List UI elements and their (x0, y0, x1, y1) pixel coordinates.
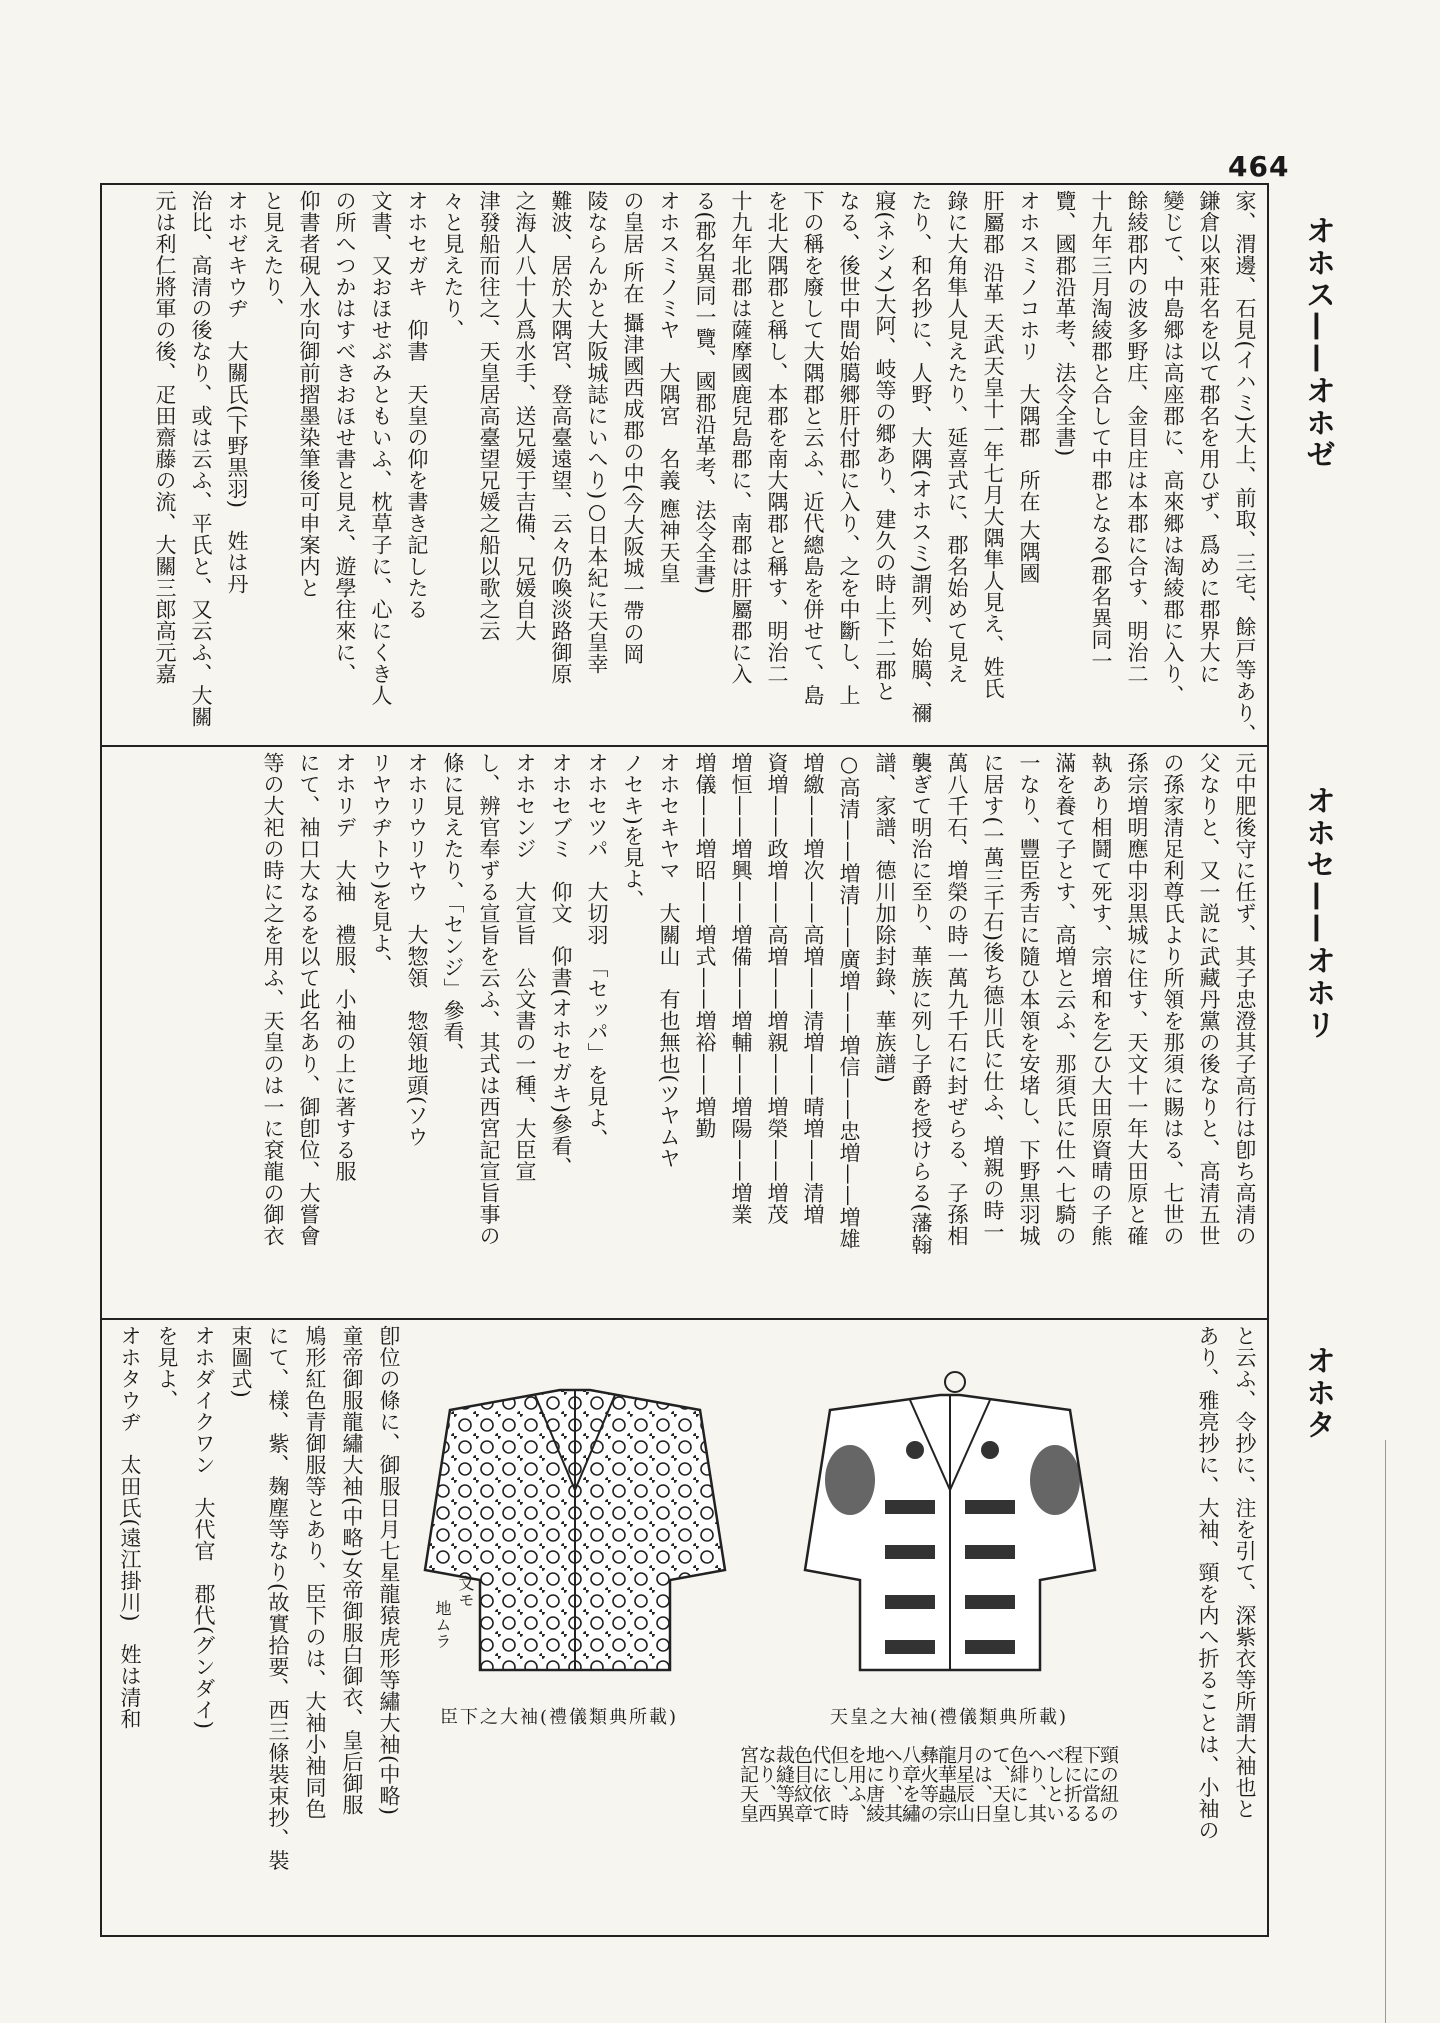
middle-band-line: ノセキ)を見よ、 (621, 752, 645, 912)
top-band-line: 文書、又おほせぶみともいふ、枕草子に、心にくき人 (369, 190, 393, 706)
middle-band-line: オホリデ 大袖 禮服、小袖の上に著する服 (333, 752, 357, 1182)
top-band-line: 難波、居於大隅宮、登高臺遠望、云々仍喚淡路御原 (549, 190, 573, 685)
middle-band-line: オホセンジ 大宣旨 公文書の一種、大臣宣 (513, 752, 537, 1182)
top-band-line: 津發船而往之、天皇居高臺望兄媛之船以歌之云 (477, 190, 501, 642)
middle-band-line: 孫宗増明應中羽黒城に住す、天文十一年大田原と確 (1125, 752, 1149, 1247)
minister-robe-caption: 臣下之大袖(禮儀類典所載) (440, 1707, 679, 1728)
top-band-line: 覽、國郡沿革考、法令全書) (1053, 190, 1077, 457)
minister-robe-label-pattern: 文モ (456, 1575, 475, 1608)
middle-band-line: ○高清——増清——廣増——増信——忠増——増雄 (837, 752, 861, 1250)
page-crease (1385, 1440, 1386, 2023)
middle-band-line: オホセブミ 仰文 仰書(オホセガキ)參看、 (549, 752, 573, 1178)
page-number: 464 (1228, 150, 1290, 183)
middle-band-line: 條に見えたり、「センジ」參看、 (441, 752, 465, 1064)
middle-band-line: 譜、家譜、德川加除封錄、華族譜) (873, 752, 897, 1084)
bottom-left-line: オホダイクワン 大代官 郡代(グンダイ) (192, 1325, 216, 1730)
top-band-line: 家、渭邊、石見(イハミ)大上、前取、三宅、餘戸等あり、 (1233, 190, 1257, 745)
top-band-line: オホゼキウヂ 大關氏(下野黒羽) 姓は丹 (225, 190, 249, 595)
middle-band-line: にて、袖口大なるを以て此名あり、御卽位、大嘗會 (297, 752, 321, 1247)
middle-band-line: 滿を養て子とす、高増と云ふ、那須氏に仕へ七騎の (1053, 752, 1077, 1247)
middle-band-line: 執あり相鬪て死す、宗増和を乞ひ大田原資晴の子熊 (1089, 752, 1113, 1247)
bottom-left-line: オホタウヂ 太田氏(遠江掛川) 姓は清和 (118, 1325, 142, 1730)
middle-band-line: 萬八千石、増榮の時一萬九千石に封ぜらる、子孫相 (945, 752, 969, 1247)
top-band-line: 鎌倉以來莊名を以て郡名を用ひず、爲めに郡界大に (1197, 190, 1221, 685)
top-band-line: 治比、高清の後なり、或は云ふ、平氏と、又云ふ、大關 (189, 190, 213, 728)
middle-band-line: 等の大祀の時に之を用ふ、天皇のは一に袞龍の御衣 (261, 752, 285, 1247)
band-divider-top (100, 745, 1267, 747)
emperor-robe-caption: 天皇之大袖(禮儀類典所載) (830, 1707, 1069, 1728)
middle-band-line: 父なりと、又一説に武藏丹黨の後なりと、高清五世 (1197, 752, 1221, 1247)
bottom-left-line: 卽位の條に、御服日月七星龍猿虎形等繡大袖(中略) (377, 1325, 401, 1816)
top-band-line: 餘綾郡内の波多野庄、金目庄は本郡に合す、明治二 (1125, 190, 1149, 685)
top-band-line: の皇居 所在 攝津國西成郡の中(今大阪城一帶の岡 (621, 190, 645, 665)
bottom-right-line: と云ふ、令抄に、注を引て、深紫衣等所謂大袖也と (1233, 1325, 1257, 1820)
top-band-line: 陵ならんかと大阪城誌にいへり)○日本紀に天皇幸 (585, 190, 609, 675)
top-band-line: 十九年三月淘綾郡と合して中郡となる(郡名異同一 (1089, 190, 1113, 672)
top-band-line: 寢(ネシメ)大阿、岐等の郷あり、建久の時上下二郡と (873, 190, 897, 702)
bottom-right-line: 代に依て (809, 1745, 831, 1823)
middle-band-line: 資増——政増——高増——増親——増榮——増茂 (765, 752, 789, 1225)
bottom-right-line: 八章を繡 (899, 1745, 921, 1823)
middle-band-line: 増繳——増次——高増——清増——晴増——清増 (801, 752, 825, 1225)
emperor-robe-illustration (790, 1370, 1110, 1690)
bottom-right-line: 但し、時 (827, 1745, 849, 1823)
middle-band-line: 元中肥後守に任ず、其子忠澄其子高行は卽ち高清の (1233, 752, 1257, 1247)
middle-band-line: 襲ぎて明治に至り、華族に列し子爵を授けらる(藩翰 (909, 752, 933, 1256)
running-head-bottom: オホタ (1300, 1345, 1335, 1441)
bottom-right-line: なり、西 (755, 1745, 777, 1823)
top-band-line: の所へつかはすべきおほせ書と見え、遊學往來に、 (333, 190, 357, 685)
bottom-left-line: 束圖式) (229, 1325, 253, 1399)
top-band-line: 々と見えたり、 (441, 190, 465, 341)
top-band-line: オホスミノミヤ 大隅宮 名義 應神天皇 (657, 190, 681, 585)
bottom-right-line: 地に唐綾 (863, 1745, 885, 1823)
bottom-right-line: 宮記天皇 (737, 1745, 759, 1823)
middle-band-line: し、辨官奉ずる宣旨を云ふ、其式は西宮記宣旨事の (477, 752, 501, 1247)
top-band-line: 下の稱を廢して大隅郡と云ふ、近代總島を併せて、島 (801, 190, 825, 706)
bottom-right-line: 頸の紐の (1097, 1745, 1119, 1823)
bottom-right-line: 裁縫等異 (773, 1745, 795, 1823)
minister-robe-label-ground: 地ムラ (433, 1600, 452, 1650)
middle-band-line: に居す(一萬三千石)後ち德川氏に仕ふ、増親の時一 (981, 752, 1005, 1243)
bottom-right-line: あり、雅亮抄に、大袖、頸を内へ折ることは、小袖の (1196, 1325, 1220, 1841)
bottom-right-line: 彝火等の (917, 1745, 939, 1823)
bottom-band-left-text (104, 1325, 404, 1925)
top-band-line: 錄に大角隼人見えたり、延喜式に、郡名始めて見え (945, 190, 969, 685)
middle-band-line: オホセキヤマ 大關山 有也無也(ツヤムヤ (657, 752, 681, 1170)
middle-band-line: 増儀——増昭——増式——増裕——増勤 (693, 752, 717, 1139)
bottom-right-line: 龍華蟲宗 (935, 1745, 957, 1823)
bottom-right-line: て、天皇 (989, 1745, 1011, 1823)
top-band-line: 元は利仁將軍の後、疋田齋藤の流、大關三郎高元嘉 (153, 190, 177, 685)
bottom-right-line: 色緋にし (1007, 1745, 1029, 1823)
top-band-line: 變じて、中島郷は高座郡に、高來郷は淘綾郡に入り、 (1161, 190, 1185, 706)
top-band-text (104, 190, 1260, 745)
bottom-right-line: へり、其 (1025, 1745, 1047, 1823)
bottom-right-line: 色目紋章 (791, 1745, 813, 1823)
bottom-left-line: を見よ、 (155, 1325, 179, 1411)
middle-band-line: 一なり、豐臣秀吉に隨ひ本領を安堵し、下野黒羽城 (1017, 752, 1041, 1247)
middle-band-line: の孫家清足利尊氏より所領を那須に賜はる、七世の (1161, 752, 1185, 1247)
middle-band-text (104, 752, 1260, 1312)
band-divider-bottom (100, 1318, 1267, 1320)
bottom-left-line: 童帝御服龍繡大袖(中略)女帝御服白御衣、皇后御服 (340, 1325, 364, 1816)
bottom-right-line: を用ふ、 (845, 1745, 867, 1823)
bottom-right-line: へり、其 (881, 1745, 903, 1823)
top-band-line: たり、和名抄に、人野、大隅(オホスミ)謂列、始臈、禰 (909, 190, 933, 724)
top-band-line: を北大隅郡と稱し、本郡を南大隅郡と稱す、明治二 (765, 190, 789, 685)
bottom-band-right-text (1120, 1325, 1260, 1925)
top-band-line: オホセガキ 仰書 天皇の仰を書き記したる (405, 190, 429, 620)
middle-band-line: リヤウヂトウ)を見よ、 (369, 752, 393, 976)
bottom-right-line: のは、日 (971, 1745, 993, 1823)
bottom-right-line: 月星辰山 (953, 1745, 975, 1823)
running-head-middle: オホセ——オホリ (1300, 785, 1335, 1041)
middle-band-line: 増恒——増興——増備——増輔——増陽——増業 (729, 752, 753, 1225)
top-band-line: なる、後世中間始臈郷肝付郡に入り、之を中斷し、上 (837, 190, 861, 706)
top-band-line: と見えたり、 (261, 190, 285, 319)
bottom-right-line: べしとい (1043, 1745, 1065, 1823)
bottom-left-line: にて、樣、紫、麹塵等なり(故實拾要、西三條裝束抄、裝 (266, 1325, 290, 1872)
top-band-line: 肝屬郡 沿革 天武天皇十一年七月大隅隼人見え、姓氏 (981, 190, 1005, 699)
top-band-line: 之海人八十人爲水手、送兄媛于吉備、兄媛自大 (513, 190, 537, 642)
bottom-right-line: 程に折る (1061, 1745, 1083, 1823)
middle-band-line: オホリウリヤウ 大惣領 惣領地頭(ソウ (405, 752, 429, 1148)
bottom-right-line: 下に當る (1079, 1745, 1101, 1823)
running-head-top: オホス——オホゼ (1300, 215, 1335, 471)
top-band-line: 仰書者硯入水向御前摺墨染筆後可申案内と (297, 190, 321, 599)
bottom-left-line: 鳩形紅色青御服等とあり、臣下のは、大袖小袖同色 (303, 1325, 327, 1820)
top-band-line: 十九年北郡は薩摩國鹿兒島郡に、南郡は肝屬郡に入 (729, 190, 753, 685)
top-band-line: る(郡名異同一覽、國郡沿革考、法令全書) (693, 190, 717, 595)
middle-band-line: オホセツパ 大切羽 「セッパ」を見よ、 (585, 752, 609, 1150)
top-band-line: オホスミノコホリ 大隅郡 所在 大隅國 (1017, 190, 1041, 585)
